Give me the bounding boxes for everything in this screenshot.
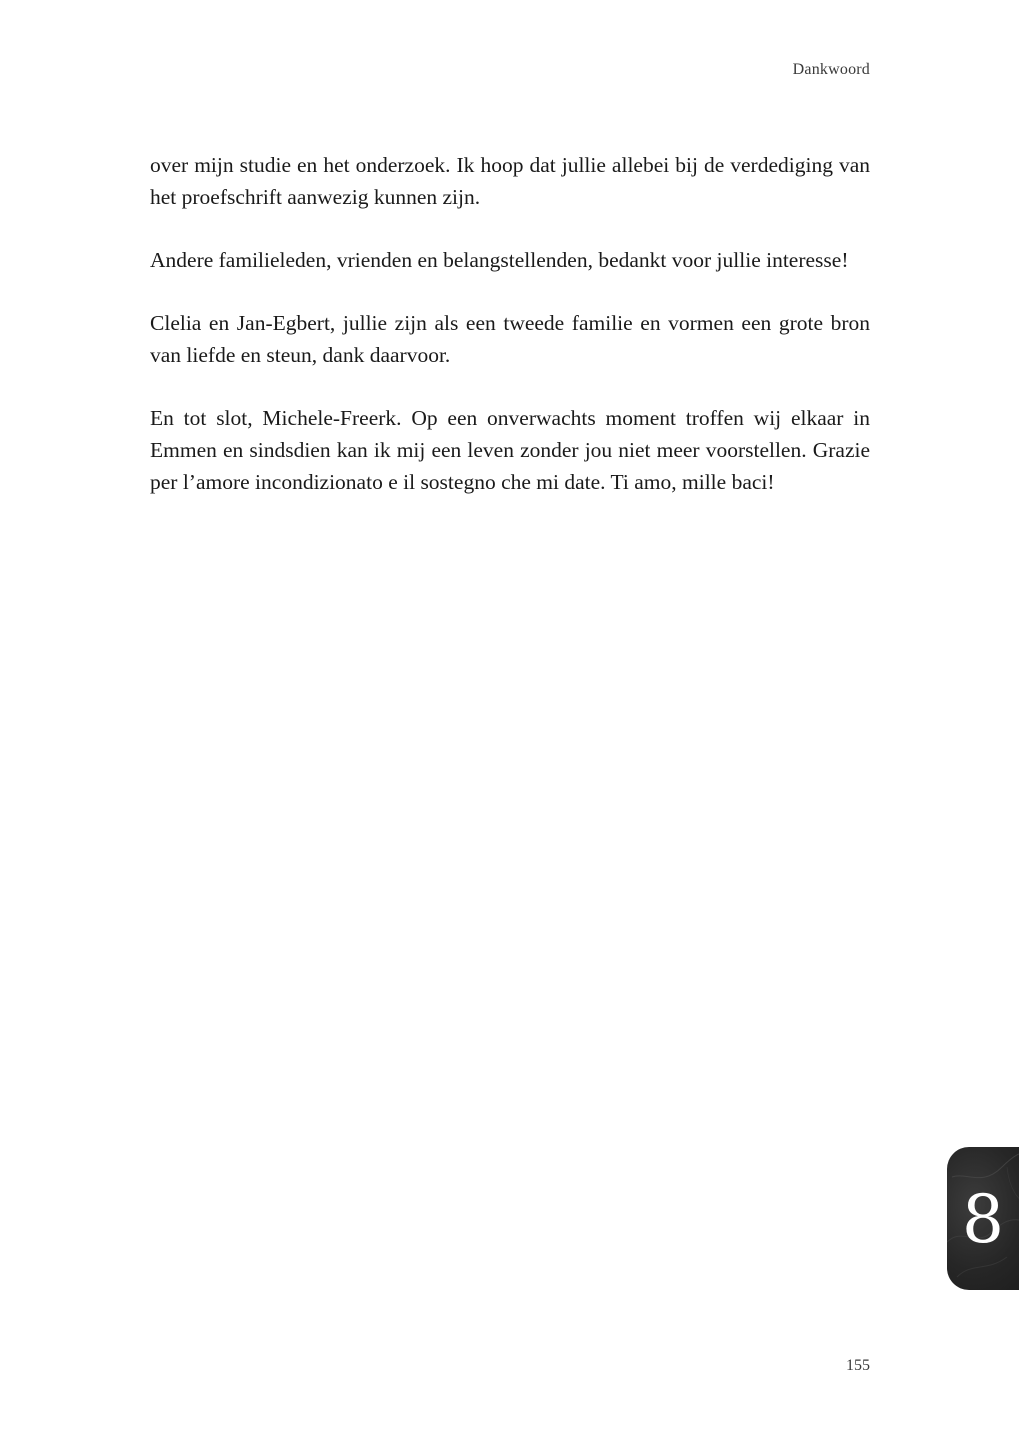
paragraph: En tot slot, Michele-Freerk. Op een onverwachts moment troffen wij elkaar in Emmen en sindsdien kan ik mij een leven zonder jou niet meer voorstellen. Grazie per l’amore incondizionato e il sostegno che mi date. Ti amo, mille baci! (150, 406, 870, 494)
paragraph: Andere familieleden, vrienden en belangstellenden, bedankt voor jullie interesse! (150, 248, 849, 272)
paragraph: Clelia en Jan-Egbert, jullie zijn als een tweede familie en vormen een grote bron van liefde en steun, dank daarvoor. (150, 311, 870, 367)
page-number: 155 (846, 1357, 870, 1374)
chapter-tab (947, 1147, 1019, 1290)
paragraph: over mijn studie en het onderzoek. Ik hoop dat jullie allebei bij de verdediging van het proefschrift aanwezig kunnen zijn. (150, 153, 870, 209)
running-header: Dankwoord (792, 61, 870, 78)
body-text (150, 149, 870, 529)
chapter-number: 8 (962, 1181, 1004, 1258)
